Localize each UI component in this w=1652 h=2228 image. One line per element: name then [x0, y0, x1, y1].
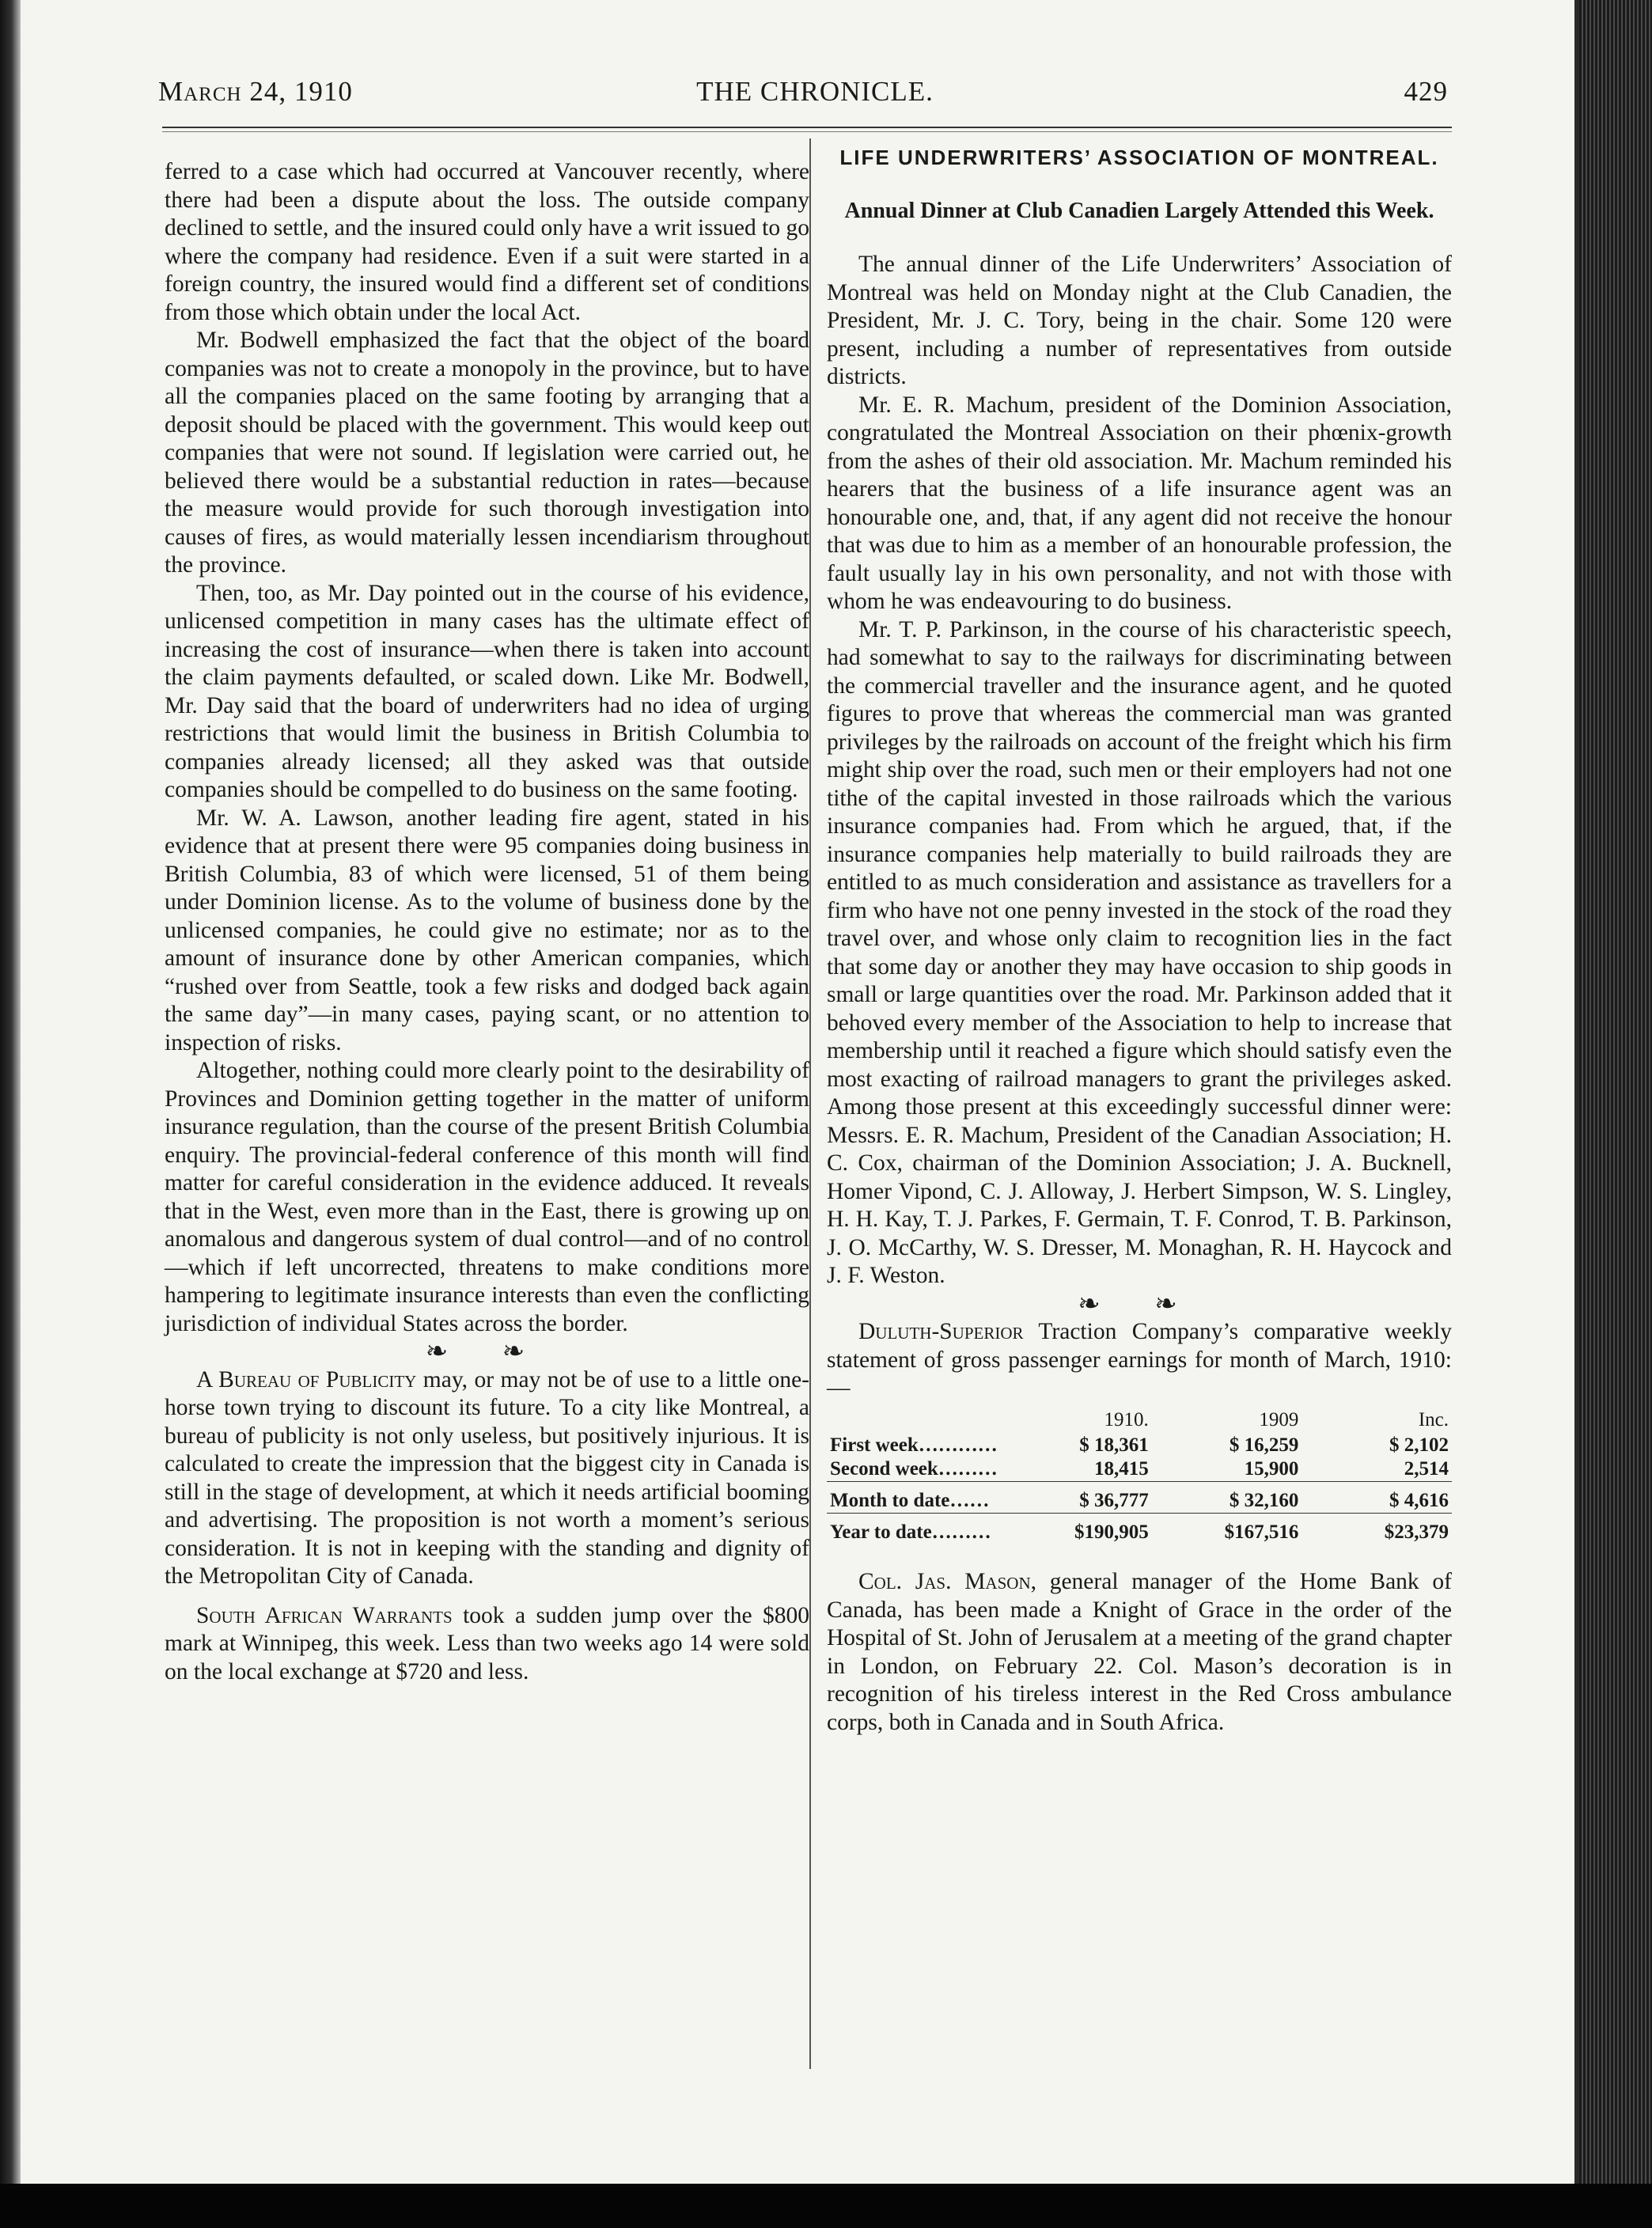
- table-header-row: [827, 1406, 1452, 1434]
- table-row: [827, 1434, 1452, 1457]
- paragraph: Altogether, nothing could more clearly point to the desirability of Provinces and Dominion getting together in the matter of uniform insurance regulation, than the course of the present British Columbia enquiry. The provincial-federal conference of this month will find matter for careful consideration in the evidence adduced. It reveals that in the West, even more than in the East, there is growing up on anomalous and dangerous system of dual control—and of no control—which if left uncorrected, threatens to make conditions more hampering to legitimate insurance interests than even the conflicting jurisdiction of individual States across the border.: [165, 1058, 809, 1336]
- bureau-lead: A Bureau of Publicity: [196, 1366, 417, 1392]
- table-cell: Year to date………: [827, 1514, 1002, 1545]
- paragraph: Mr. T. P. Parkinson, in the course of his characteristic speech, had somewhat to say to the railways for discriminating between the commercial traveller and the insurance agent, and he quoted figures to prove that whereas the commercial man was granted privileges by the railroads on account of the freight which his firm might ship over the road, such men or their employers had not one tithe of the capital invested in those railroads which the various insurance companies had. From which he argued, that, if the insurance companies help materially to build railroads they are entitled to as much consideration and assistance as travellers for a firm who have not one penny invested in the stock of the road they travel over, and whose only claim to recognition lies in the fact that some day or another they may have occasion to ship goods in small or large quantities over the road. Mr. Parkinson added that it behoved every member of the Association to help to increase that membership until it reached a figure which should satisfy even the most exacting of railroad managers to grant the privileges asked. Among those present at this exceedingly successful dinner were: Messrs. E. R. Machum, President of the Canadian Association; H. C. Cox, chairman of the Dominion Association; J. A. Bucknell, Homer Vipond, C. J. Alloway, J. Herbert Simpson, W. S. Lingley, H. H. Kay, T. J. Parkes, F. Germain, T. F. Conrod, T. B. Parkinson, J. O. McCarthy, W. S. Dresser, M. Monaghan, R. H. Haycock and J. F. Weston.: [827, 616, 1452, 1288]
- table-cell: First week…………: [830, 1434, 998, 1456]
- warrants-paragraph: [165, 1602, 809, 1687]
- duluth-text: Traction Company’s comparative weekly statement of gross passenger earnings for month of March, 1910:—: [827, 1319, 1452, 1400]
- table-cell: $ 32,160: [1152, 1482, 1302, 1514]
- table-row: [827, 1482, 1452, 1514]
- table-row: [827, 1514, 1452, 1545]
- page-edge-stack: [1579, 0, 1652, 2228]
- section-ornament: ❧ ❧: [425, 1337, 549, 1366]
- left-column: [165, 158, 809, 1686]
- table-header: 1910.: [1104, 1408, 1149, 1430]
- article-headline: LIFE UNDERWRITERS’ ASSOCIATION OF MONTREAL.: [839, 146, 1439, 169]
- page-number: 429: [1404, 76, 1448, 107]
- table-cell: $23,379: [1302, 1514, 1452, 1545]
- table-header: Inc.: [1418, 1408, 1449, 1430]
- earnings-table: [827, 1406, 1452, 1545]
- paragraph: Mr. E. R. Machum, president of the Dominion Association, congratulated the Montreal Association on their phœnix-growth from the ashes of their old association. Mr. Machum reminded his hearers that the business of a life insurance agent was an honourable one, and, that, if any agent did not receive the honour that was due to him as a member of an honourable profession, the fault usually lay in his own personality, and not with those with whom he was endeavouring to do business.: [827, 392, 1452, 614]
- table-cell: $190,905: [1002, 1514, 1152, 1545]
- table-cell: $ 16,259: [1229, 1434, 1299, 1456]
- table-cell: $ 18,361: [1079, 1434, 1149, 1456]
- duluth-lead: Duluth-Superior: [858, 1319, 1024, 1344]
- table-cell: 15,900: [1244, 1458, 1299, 1480]
- table-cell: Second week………: [830, 1458, 998, 1480]
- paragraph: Mr. Bodwell emphasized the fact that the object of the board companies was not to create a monopoly in the province, but to have all the companies placed on the same footing by arranging that a deposit should be placed with the government. This would keep out companies that were not sound. If legislation were carried out, he believed there would be a substantial reduction in rates—because the measure would provide for such thorough investigation into causes of fires, as would materially lessen incendiarism throughout the province.: [165, 328, 809, 578]
- running-head: [158, 76, 1448, 112]
- warrants-lead: South African Warrants: [196, 1602, 453, 1628]
- header-rule: [162, 127, 1452, 132]
- paragraph: Then, too, as Mr. Day pointed out in the course of his evidence, unlicensed competition in many cases has the ultimate effect of increasing the cost of insurance—when there is taken into account the claim payments defaulted, or scaled down. Like Mr. Bodwell, Mr. Day said that the board of underwriters had no idea of urging restrictions that would limit the business in British Columbia to companies already licensed; all they asked was that outside companies should be compelled to do business on the same footing.: [165, 580, 809, 802]
- issue-date: March 24, 1910: [158, 76, 353, 107]
- table-cell: Month to date……: [827, 1482, 1002, 1514]
- section-ornament: ❧ ❧: [1078, 1289, 1201, 1319]
- right-column: [827, 144, 1452, 1737]
- table-cell: 2,514: [1404, 1458, 1449, 1480]
- table-cell: $167,516: [1152, 1514, 1302, 1545]
- mason-paragraph: [827, 1568, 1452, 1737]
- scan-bottom-shadow: [0, 2184, 1652, 2228]
- bureau-paragraph: [165, 1366, 809, 1591]
- column-divider: [809, 138, 811, 2069]
- journal-title: THE CHRONICLE.: [696, 76, 934, 107]
- paragraph: Mr. W. A. Lawson, another leading fire agent, stated in his evidence that at present there were 95 companies doing business in British Columbia, 83 of which were licensed, 51 of them being under Dominion license. As to the volume of business done by the unlicensed companies, he could give no estimate; nor as to the amount of insurance done by other American companies, which “rushed over from Seattle, took a few risks and dodged back again the same day”—in many cases, paying scant, or no attention to inspection of risks.: [165, 805, 809, 1055]
- duluth-paragraph: [827, 1318, 1452, 1403]
- mason-lead: Col. Jas. Mason,: [858, 1569, 1036, 1594]
- table-header: [827, 1406, 1002, 1434]
- warrants-text: took a sudden jump over the $800 mark at Winnipeg, this week. Less than two weeks ago 14 were sold on the local exchange at $720 and less.: [165, 1602, 809, 1684]
- table-cell: $ 4,616: [1302, 1482, 1452, 1514]
- table-row: [827, 1457, 1452, 1482]
- table-cell: $ 2,102: [1389, 1434, 1449, 1456]
- book-spine-shadow: [0, 0, 21, 2184]
- table-cell: $ 36,777: [1002, 1482, 1152, 1514]
- paragraph: ferred to a case which had occurred at Vancouver recently, where there had been a dispute about the loss. The outside company declined to settle, and the insured could only have a writ issued to go where the company had residence. Even if a suit were started in a foreign country, the insured would find a different set of conditions from those which obtain under the local Act.: [165, 159, 809, 325]
- article-subhead: Annual Dinner at Club Canadien Largely Attended this Week.: [844, 199, 1434, 223]
- mason-text: general manager of the Home Bank of Canada, has been made a Knight of Grace in the order of the Hospital of St. John of Jerusalem at a meeting of the grand chapter in London, on February 22. Col. Mason’s decoration is in recognition of his tireless interest in the Red Cross ambulance corps, both in Canada and in South Africa.: [827, 1569, 1452, 1735]
- paragraph: The annual dinner of the Life Underwriters’ Association of Montreal was held on Monday night at the Club Canadien, the President, Mr. J. C. Tory, being in the chair. Some 120 were present, including a number of representatives from outside districts.: [827, 252, 1452, 389]
- table-header: 1909: [1259, 1408, 1299, 1430]
- bureau-text: may, or may not be of use to a little one-horse town trying to discount its future. To a city like Montreal, a bureau of publicity is not only useless, but positively injurious. It is calculated to create the impression that the biggest city in Canada is still in the stage of development, at which it needs artificial booming and advertising. The proposition is not worth a moment’s serious consideration. It is not in keeping with the standing and dignity of the Metropolitan City of Canada.: [165, 1366, 809, 1589]
- table-cell: 18,415: [1094, 1458, 1149, 1480]
